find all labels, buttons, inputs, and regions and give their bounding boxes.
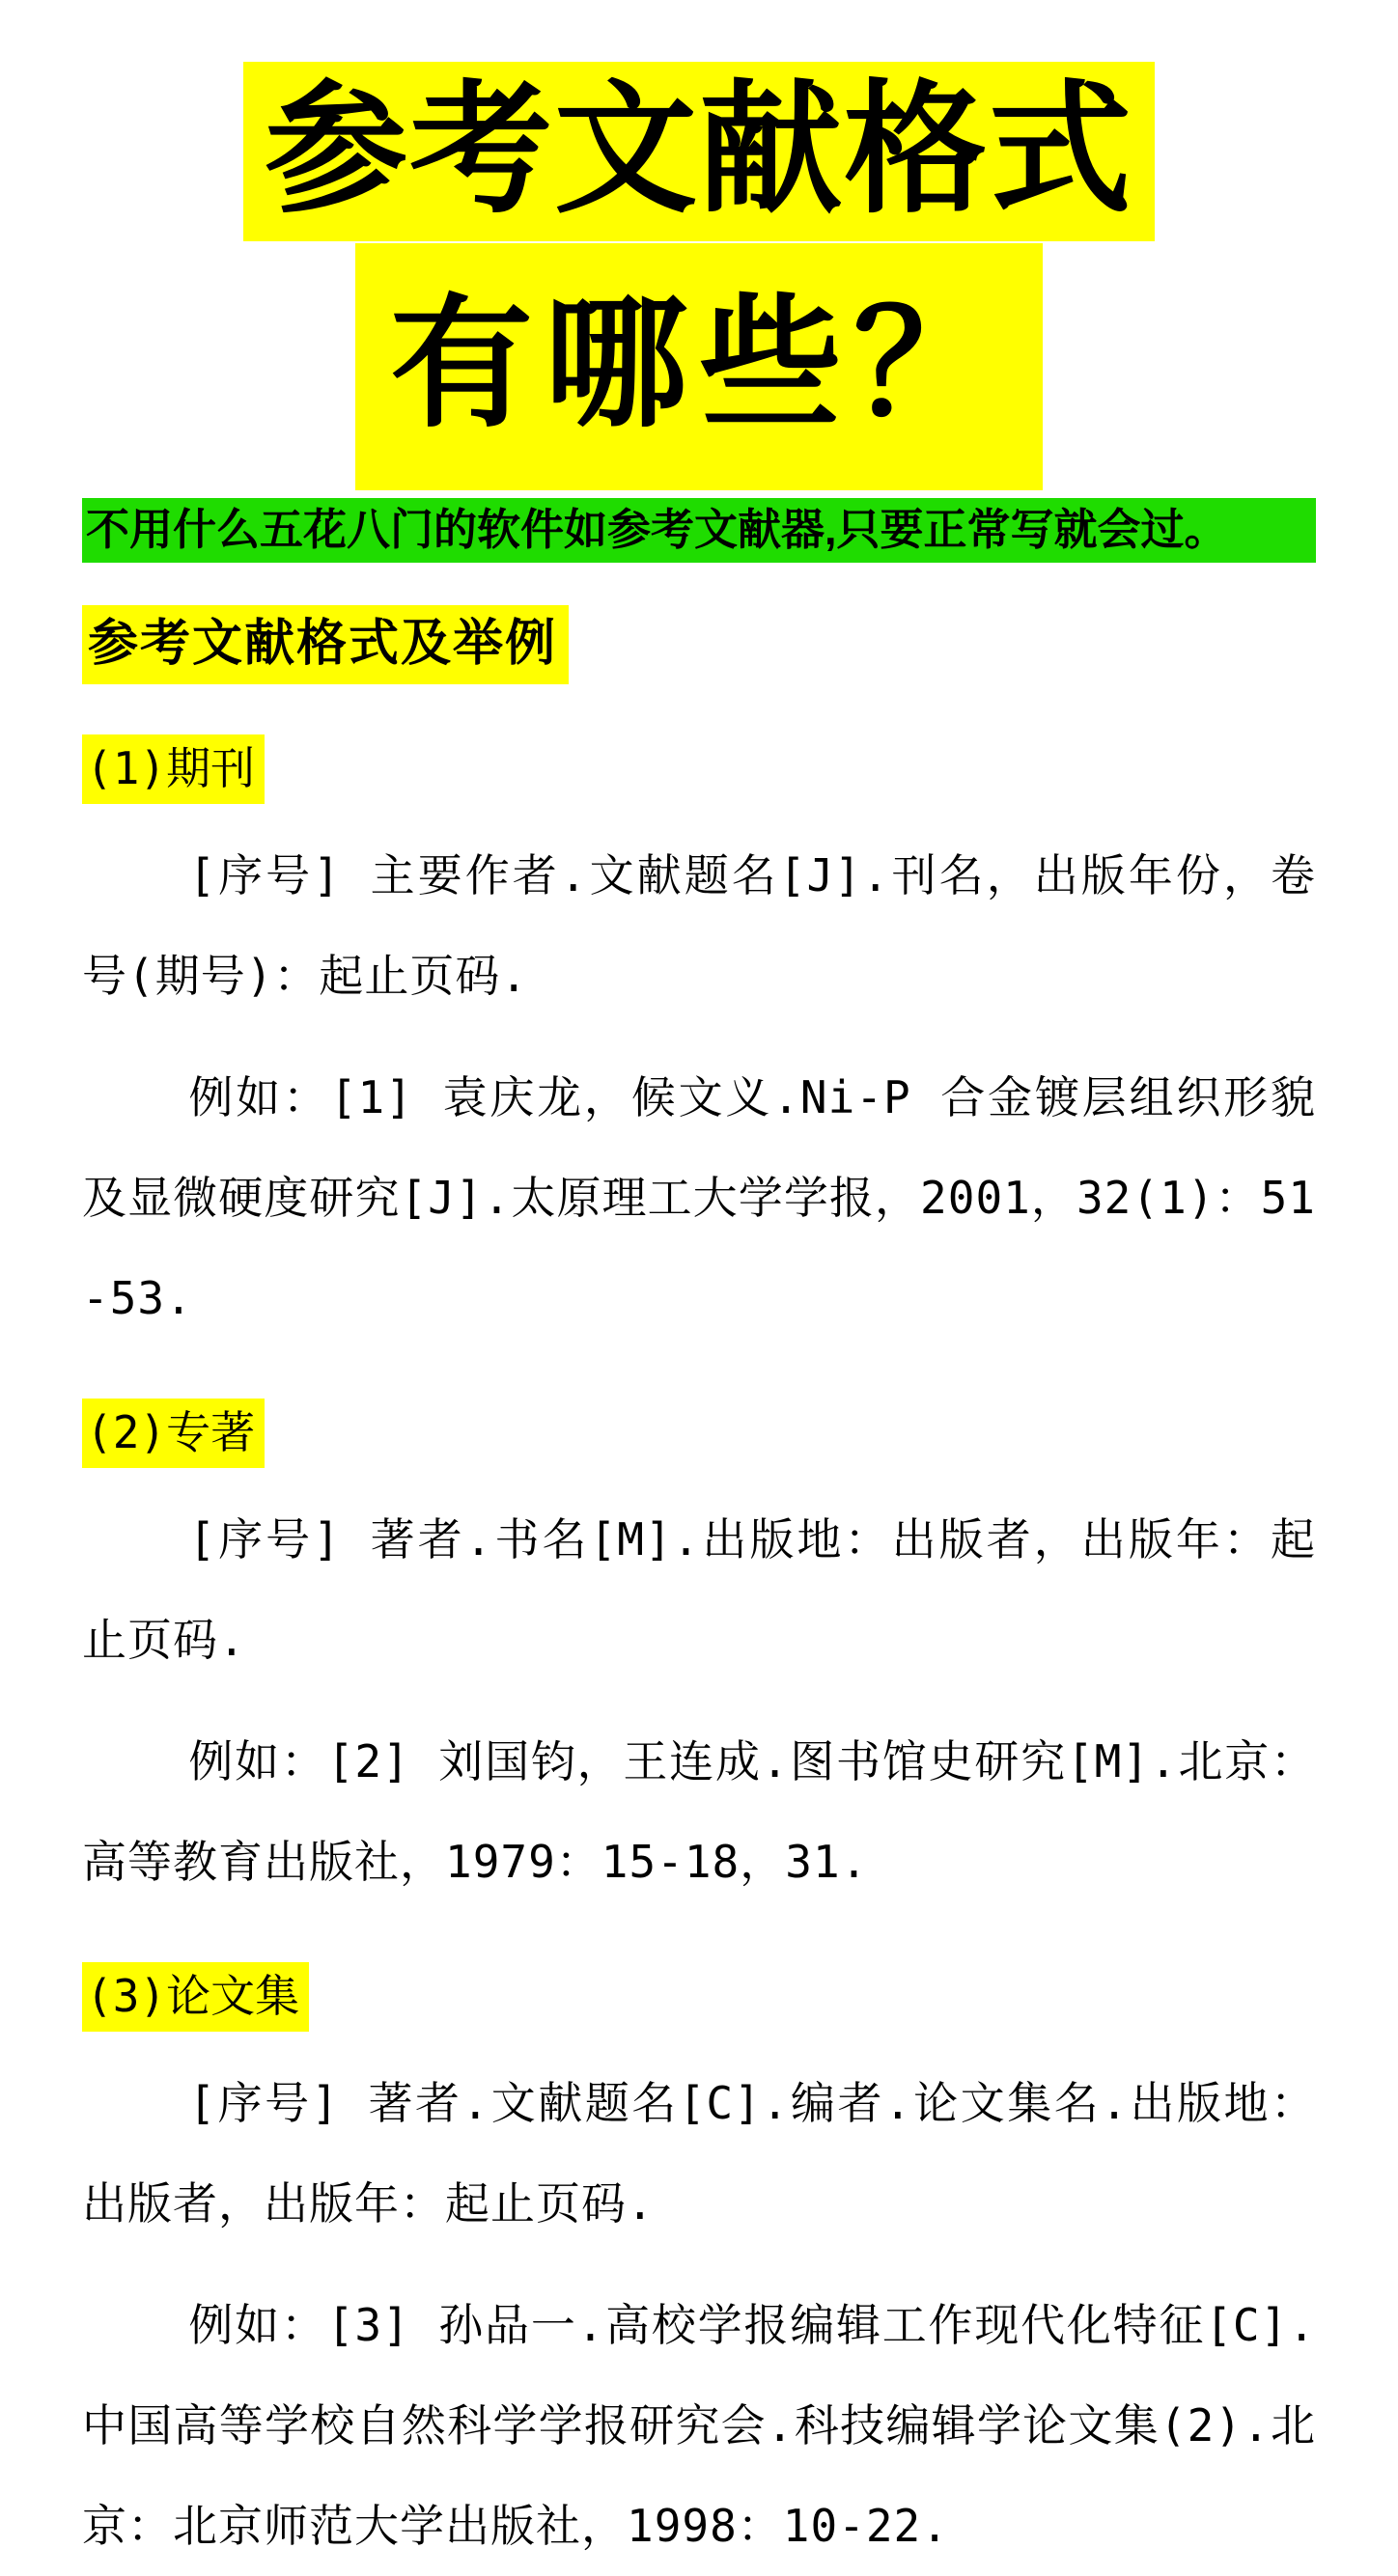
section-monograph-example: 例如：[2] 刘国钧，王连成.图书馆史研究[M].北京：高等教育出版社，1979：15-18，31. [82,1735,1316,1888]
section-group-heading [82,605,1316,684]
section-monograph-format: [序号] 著者.书名[M].出版地：出版者，出版年：起止页码. [82,1513,1316,1666]
section-proceedings [82,1962,1316,2576]
main-title-line-2: 有哪些？ [355,243,1043,490]
section-proceedings-example: 例如：[3] 孙品一.高校学报编辑工作现代化特征[C].中国高等学校自然科学学报研究会.科技编辑学论文集(2).北京：北京师范大学出版社，1998：10-22. [82,2299,1316,2552]
section-proceedings-format: [序号] 著者.文献题名[C].编者.论文集名.出版地：出版者，出版年：起止页码. [82,2077,1316,2230]
main-title [82,62,1316,490]
section-group-heading-text: 参考文献格式及举例 [82,605,569,684]
section-monograph [82,1399,1316,1912]
green-highlight-banner: 不用什么五花八门的软件如参考文献器,只要正常写就会过。 [82,498,1316,563]
section-proceedings-label: (3)论文集 [82,1962,309,2032]
section-journal-format: [序号] 主要作者.文献题名[J].刊名，出版年份，卷号(期号)：起止页码. [82,849,1316,1002]
section-journal-example: 例如：[1] 袁庆龙，候文义.Ni-P 合金镀层组织形貌及显微硬度研究[J].太原理工大学学报，2001，32(1)：51-53. [82,1071,1316,1324]
section-journal-label: (1)期刊 [82,734,265,804]
main-title-line-1: 参考文献格式 [243,62,1155,241]
section-monograph-label: (2)专著 [82,1399,265,1468]
section-journal [82,734,1316,1348]
